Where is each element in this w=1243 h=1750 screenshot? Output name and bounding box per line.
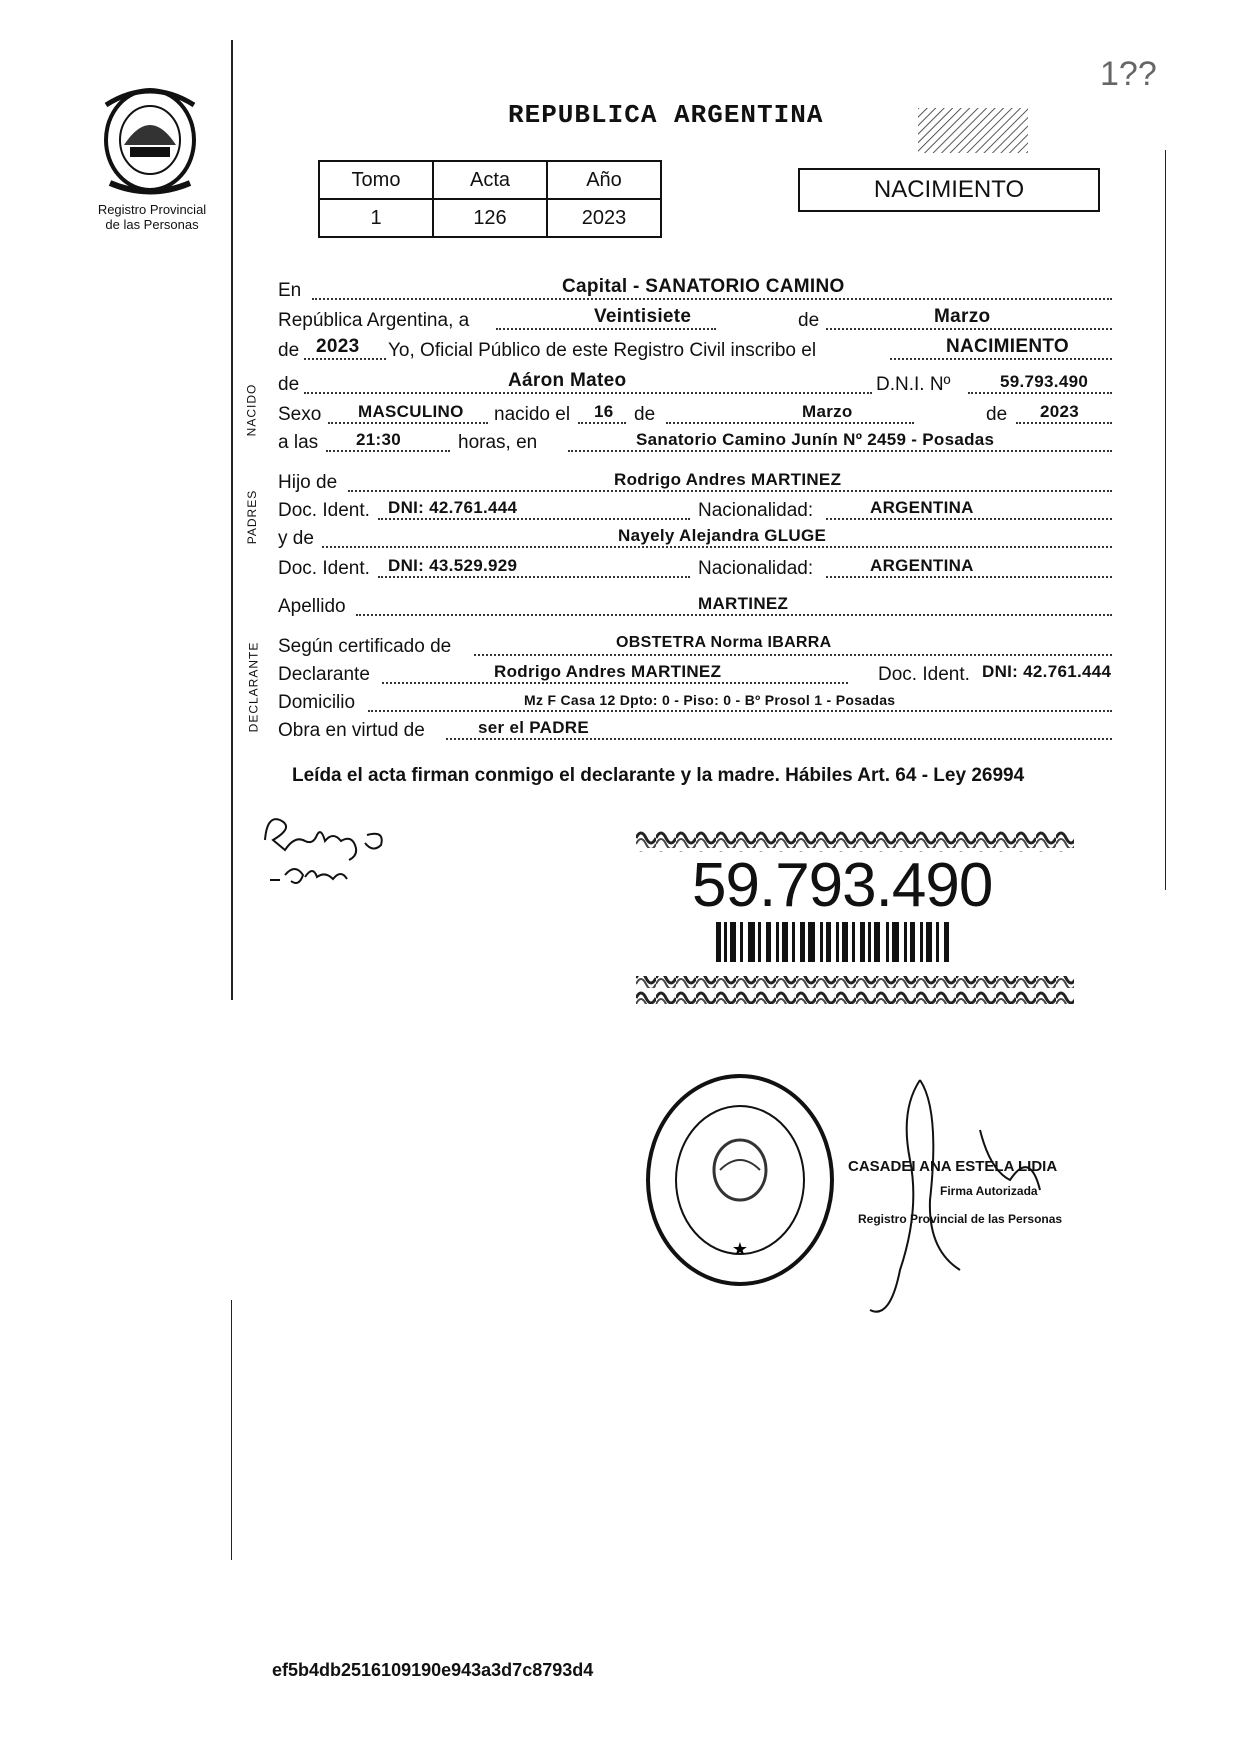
label-sexo: Sexo bbox=[278, 404, 322, 425]
official-stamp bbox=[640, 1070, 840, 1290]
label-nacido-el: nacido el bbox=[494, 404, 571, 425]
row-mother-doc bbox=[278, 554, 1148, 580]
value-nombre: Aáron Mateo bbox=[508, 370, 627, 391]
page-title: REPUBLICA ARGENTINA bbox=[508, 100, 824, 130]
label-dni: D.N.I. Nº bbox=[876, 374, 951, 395]
logo bbox=[90, 85, 210, 195]
row-fecha bbox=[278, 306, 1148, 332]
record-table-header-row bbox=[319, 161, 661, 199]
logo-caption-line2: de las Personas bbox=[105, 217, 199, 232]
dni-number: 59.793.490 bbox=[692, 851, 993, 920]
row-apellido bbox=[278, 592, 1148, 618]
label-hijo-de: Hijo de bbox=[278, 472, 338, 493]
value-anio: 2023 bbox=[547, 199, 661, 237]
label-yo: Yo, Oficial Público de este Registro Civil inscribo el bbox=[388, 340, 817, 361]
label-obra: Obra en virtud de bbox=[278, 720, 425, 741]
page-number: 1?? bbox=[1100, 55, 1157, 93]
label-de: de bbox=[798, 310, 820, 331]
value-sexo: MASCULINO bbox=[358, 402, 464, 421]
row-obra bbox=[278, 716, 1148, 742]
security-pattern-icon bbox=[918, 108, 1028, 153]
official-signature bbox=[860, 1070, 1080, 1330]
official-org: Registro Provincial de las Personas bbox=[858, 1212, 1063, 1226]
value-birth-year: 2023 bbox=[1040, 402, 1080, 421]
value-birth-month: Marzo bbox=[802, 402, 853, 421]
label-a-las: a las bbox=[278, 432, 319, 453]
label-de2: de bbox=[278, 340, 300, 361]
provincial-seal-icon bbox=[90, 85, 210, 195]
row-declarante bbox=[278, 660, 1148, 686]
row-y-de bbox=[278, 524, 1148, 550]
value-apellido: MARTINEZ bbox=[698, 594, 789, 613]
value-year: 2023 bbox=[316, 336, 360, 357]
record-type-box: NACIMIENTO bbox=[798, 168, 1100, 212]
value-father-nat: ARGENTINA bbox=[870, 498, 974, 517]
official-name: CASADEI ANA ESTELA LIDIA bbox=[848, 1158, 1058, 1175]
label-domicilio: Domicilio bbox=[278, 692, 356, 713]
security-pattern bbox=[918, 108, 1028, 153]
closing-statement: Leída el acta firman conmigo el declarante y la madre. Hábiles Art. 64 - Ley 26994 bbox=[292, 765, 1025, 786]
value-mother-nat: ARGENTINA bbox=[870, 556, 974, 575]
label-de4: de bbox=[634, 404, 656, 425]
value-month: Marzo bbox=[934, 306, 991, 327]
label-en: En bbox=[278, 280, 302, 301]
dots bbox=[666, 400, 914, 424]
row-domicilio bbox=[278, 688, 1148, 714]
value-declarante: Rodrigo Andres MARTINEZ bbox=[494, 662, 722, 681]
value-dni: 59.793.490 bbox=[1000, 372, 1089, 391]
label-horas-en: horas, en bbox=[458, 432, 538, 453]
header-acta: Acta bbox=[433, 161, 547, 199]
value-tomo: 1 bbox=[319, 199, 433, 237]
row-hijo-de bbox=[278, 468, 1148, 494]
value-inscribo: NACIMIENTO bbox=[946, 336, 1069, 357]
section-label-declarante: DECLARANTE bbox=[246, 641, 261, 733]
value-day: Veintisiete bbox=[594, 306, 692, 327]
value-hour: 21:30 bbox=[356, 430, 401, 449]
value-acta: 126 bbox=[433, 199, 547, 237]
value-mother: Nayely Alejandra GLUGE bbox=[618, 526, 827, 545]
label-nacionalidad2: Nacionalidad: bbox=[698, 558, 814, 579]
value-father-doc: DNI: 42.761.444 bbox=[388, 498, 518, 517]
document-hash: ef5b4db2516109190e943a3d7c8793d4 bbox=[272, 1660, 594, 1680]
logo-caption-line1: Registro Provincial bbox=[97, 202, 207, 217]
label-de3: de bbox=[278, 374, 300, 395]
logo-caption bbox=[62, 202, 242, 232]
row-inscribo bbox=[278, 336, 1148, 362]
section-label-nacido: NACIDO bbox=[244, 383, 259, 437]
row-nombre bbox=[278, 370, 1148, 396]
value-birth-day: 16 bbox=[594, 402, 614, 421]
label-doc-ident2: Doc. Ident. bbox=[278, 558, 370, 579]
label-republica: República Argentina, a bbox=[278, 310, 470, 331]
header-tomo: Tomo bbox=[319, 161, 433, 199]
svg-text:★: ★ bbox=[731, 1239, 749, 1260]
signature-rodrigo bbox=[255, 805, 415, 895]
value-en: Capital - SANATORIO CAMINO bbox=[562, 276, 845, 297]
value-mother-doc: DNI: 43.529.929 bbox=[388, 556, 518, 575]
value-place: Sanatorio Camino Junín Nº 2459 - Posadas bbox=[636, 430, 995, 449]
barcode-icon bbox=[716, 922, 949, 962]
value-obra: ser el PADRE bbox=[478, 718, 589, 737]
official-signature-icon bbox=[860, 1070, 1080, 1330]
record-table bbox=[318, 160, 662, 238]
row-segun bbox=[278, 632, 1148, 658]
row-father-doc bbox=[278, 496, 1148, 522]
value-declarante-doc: DNI: 42.761.444 bbox=[982, 662, 1112, 681]
official-role: Firma Autorizada bbox=[940, 1184, 1038, 1198]
signature-rodrigo-icon bbox=[255, 805, 415, 895]
right-margin-line bbox=[1165, 150, 1166, 890]
row-sexo bbox=[278, 400, 1148, 426]
value-domicilio: Mz F Casa 12 Dpto: 0 - Piso: 0 - Bº Prosol 1 - Posadas bbox=[524, 692, 896, 708]
official-stamp-icon bbox=[640, 1070, 840, 1290]
row-en bbox=[278, 276, 1148, 302]
value-segun: OBSTETRA Norma IBARRA bbox=[616, 634, 832, 651]
section-label-padres: PADRES bbox=[245, 489, 260, 545]
left-margin-line bbox=[231, 40, 233, 1000]
label-doc-ident3: Doc. Ident. bbox=[878, 664, 970, 685]
label-declarante: Declarante bbox=[278, 664, 370, 685]
label-segun: Según certificado de bbox=[278, 636, 452, 657]
value-father: Rodrigo Andres MARTINEZ bbox=[614, 470, 842, 489]
left-margin-line-lower bbox=[231, 1300, 232, 1560]
label-y-de: y de bbox=[278, 528, 314, 549]
label-nacionalidad: Nacionalidad: bbox=[698, 500, 814, 521]
header-anio: Año bbox=[547, 161, 661, 199]
label-apellido: Apellido bbox=[278, 596, 346, 617]
record-table-value-row bbox=[319, 199, 661, 237]
label-doc-ident: Doc. Ident. bbox=[278, 500, 370, 521]
row-hora bbox=[278, 428, 1148, 454]
label-de5: de bbox=[986, 404, 1008, 425]
